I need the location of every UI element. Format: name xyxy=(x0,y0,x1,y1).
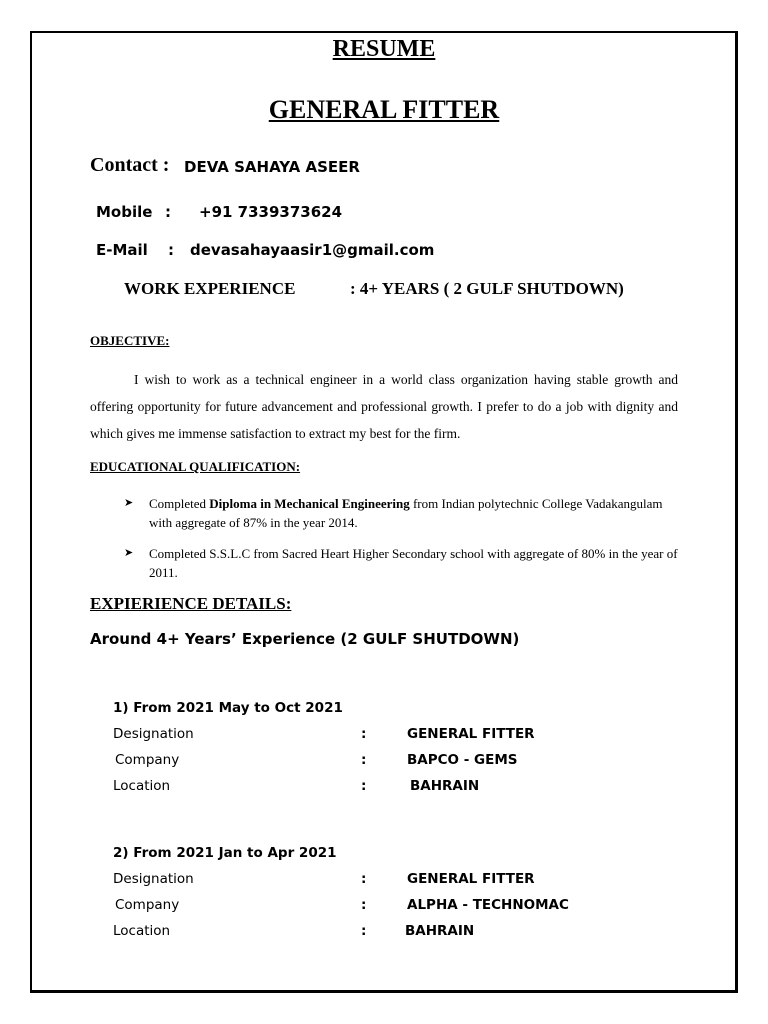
email-address: devasahayaasir1@gmail.com xyxy=(190,241,435,259)
education-item-prefix: Completed S.S.L.C from Sacred Heart Higher Secondary school with aggregate of 80% in the year of 2011. xyxy=(149,546,678,580)
work-experience-label: WORK EXPERIENCE xyxy=(124,279,296,298)
email-colon: : xyxy=(168,241,174,259)
education-item-suffix: from Indian polytechnic College Vadakangulam with aggregate of 87% in the year 2014. xyxy=(149,496,663,530)
work-experience-value: : 4+ YEARS ( 2 GULF SHUTDOWN) xyxy=(350,279,624,298)
company-colon: : xyxy=(361,752,367,768)
arrow-bullet-icon: ➤ xyxy=(124,547,134,559)
company-value: BAPCO - GEMS xyxy=(407,752,518,768)
education-item-prefix: Completed xyxy=(149,496,210,511)
location-label: Location xyxy=(113,778,171,794)
designation-colon: : xyxy=(361,726,367,742)
location-colon: : xyxy=(361,778,367,794)
contact-label: Contact : xyxy=(90,154,170,176)
company-value: ALPHA - TECHNOMAC xyxy=(407,897,569,913)
education-heading: EDUCATIONAL QUALIFICATION: xyxy=(90,459,301,474)
education-item-text xyxy=(149,544,684,582)
arrow-bullet-icon: ➤ xyxy=(124,497,134,509)
experience-summary: Around 4+ Years’ Experience (2 GULF SHUTDOWN) xyxy=(90,630,520,648)
mobile-colon: : xyxy=(165,203,171,221)
location-label: Location xyxy=(113,923,171,939)
job-heading: 1) From 2021 May to Oct 2021 xyxy=(113,700,343,716)
mobile-number: +91 7339373624 xyxy=(199,203,343,221)
designation-colon: : xyxy=(361,871,367,887)
location-colon: : xyxy=(361,923,367,939)
education-item-degree: Diploma in Mechanical Engineering xyxy=(209,496,410,511)
designation-value: GENERAL FITTER xyxy=(407,726,535,742)
education-item-text xyxy=(149,494,684,532)
role-title: GENERAL FITTER xyxy=(268,95,500,124)
job-heading: 2) From 2021 Jan to Apr 2021 xyxy=(113,845,337,861)
contact-name: DEVA SAHAYA ASEER xyxy=(184,158,360,176)
experience-heading: EXPIERIENCE DETAILS: xyxy=(90,594,292,613)
company-label: Company xyxy=(115,897,180,913)
designation-label: Designation xyxy=(113,871,194,887)
designation-label: Designation xyxy=(113,726,194,742)
email-label: E-Mail xyxy=(96,241,148,259)
resume-title: RESUME xyxy=(332,36,436,62)
location-value: BAHRAIN xyxy=(410,778,480,794)
location-value: BAHRAIN xyxy=(405,923,475,939)
mobile-label: Mobile xyxy=(96,203,153,221)
designation-value: GENERAL FITTER xyxy=(407,871,535,887)
company-colon: : xyxy=(361,897,367,913)
objective-heading: OBJECTIVE: xyxy=(90,333,170,348)
objective-text: I wish to work as a technical engineer in a world class organization having stable growth and offering opportunity for future advancement and professional growth. I prefer to do a job with dignity and which gives me immense satisfaction to extract my best for the firm. xyxy=(90,372,678,441)
company-label: Company xyxy=(115,752,180,768)
